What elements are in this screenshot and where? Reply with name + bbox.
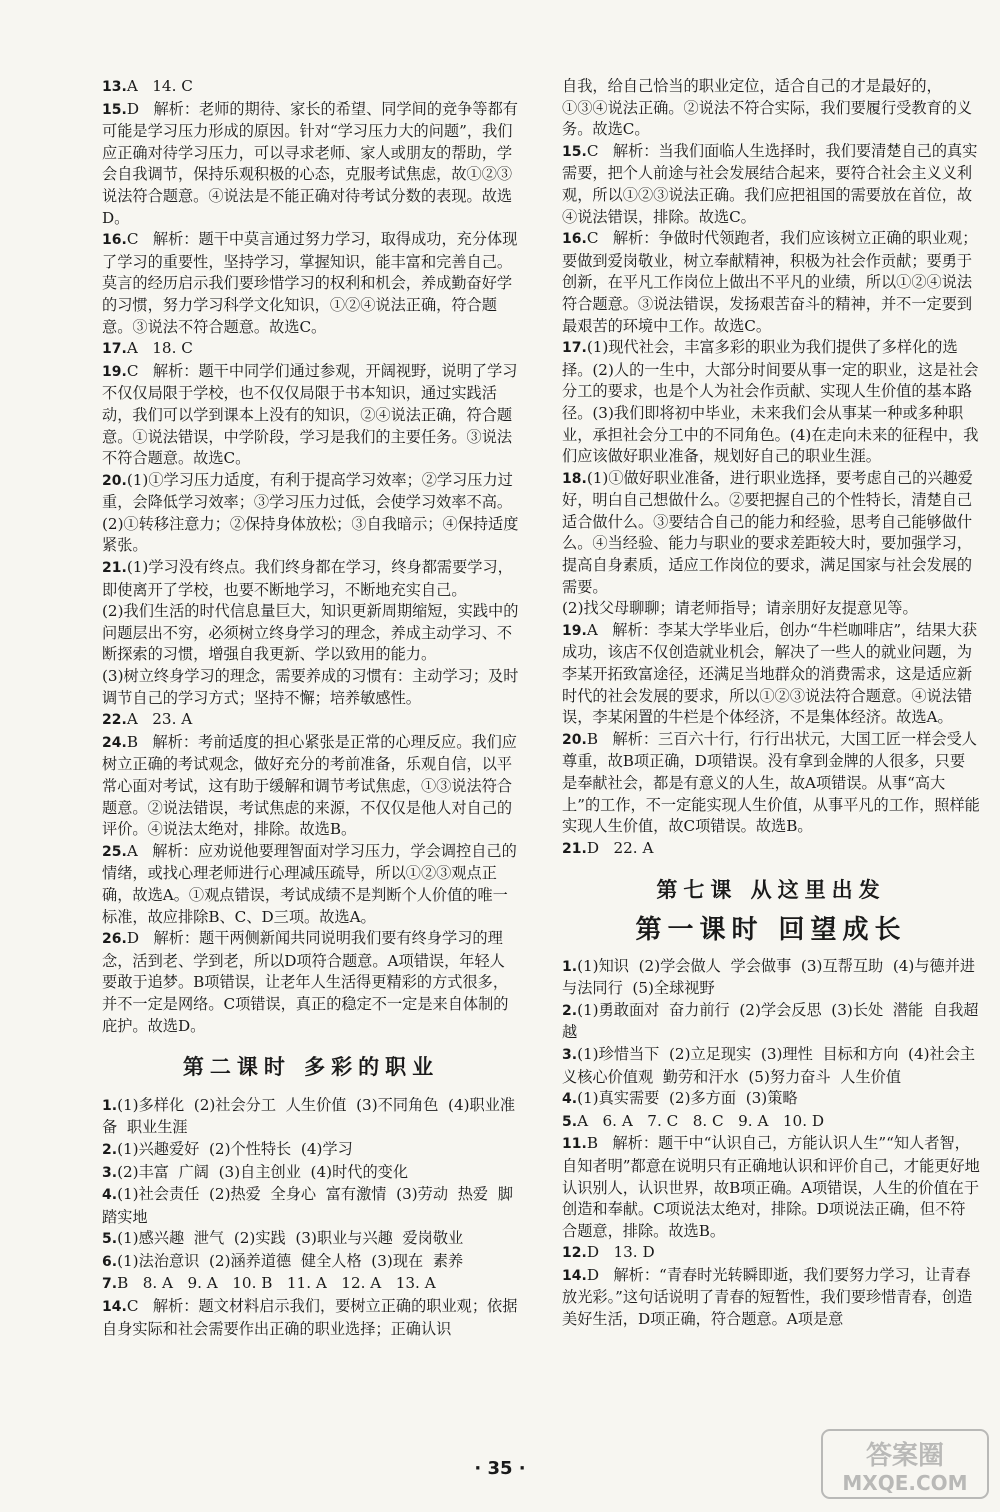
answer-text: (1)学习没有终点。我们终身都在学习，终身都需要学习，即使离开了学校，也要不断地学习，不断地充实自己。 bbox=[102, 558, 513, 599]
question-number: 16. bbox=[102, 232, 127, 249]
answer-text: D 13. D bbox=[586, 1243, 655, 1262]
answer-text: C 解析：当我们面临人生选择时，我们要清楚自己的真实需要，把个人前途与社会发展结合起来，要符合社会主义义利观，所以①②③说法正确。我们应把祖国的需要放在首位，故④说法错误，排除。故选C。 bbox=[562, 141, 978, 226]
answer-item bbox=[102, 1296, 520, 1340]
question-number: 21. bbox=[562, 840, 587, 857]
question-number: 11. bbox=[562, 1136, 587, 1153]
question-number: 16. bbox=[562, 231, 587, 248]
left-column bbox=[102, 76, 520, 1340]
answer-continuation: (2)我们生活的时代信息量巨大，知识更新周期缩短，实践中的问题层出不穷，必须树立终身学习的理念，养成主动学习、不断探索的习惯，增强自我更新、学以致用的能力。 bbox=[102, 602, 519, 664]
answer-item bbox=[102, 229, 520, 338]
right-column bbox=[562, 76, 985, 1331]
question-number: 20. bbox=[102, 472, 127, 489]
answer-item bbox=[102, 709, 520, 732]
answer-item bbox=[102, 470, 520, 514]
answer-text: A 18. C bbox=[126, 339, 193, 358]
question-number: 5. bbox=[562, 1113, 578, 1130]
question-number: 13. bbox=[102, 79, 127, 95]
answer-text: (2)丰富 广阔 (3)自主创业 (4)时代的变化 bbox=[117, 1162, 409, 1181]
answer-item bbox=[562, 141, 980, 228]
answer-text: C 解析：题干中莫言通过努力学习，取得成功，充分体现了学习的重要性，坚持学习，掌握知识，能丰富和完善自己。莫言的经历启示我们要珍惜学习的权利和机会，养成勤奋好学的习惯，努力学习科学文化知识，①②④说法正确，符合题意。③说法不符合题意。故选C。 bbox=[102, 230, 518, 336]
answer-text: (1)①学习压力适度，有利于提高学习效率；②学习压力过重，会降低学习效率；③学习压力过低，会使学习效率不高。 bbox=[102, 470, 513, 512]
question-number: 21. bbox=[102, 560, 127, 577]
answer-item bbox=[562, 1111, 980, 1134]
answer-text: (1)珍惜当下 (2)立足现实 (3)理性 目标和方向 (4)社会主义核心价值观 勤劳和汗水 (5)努力奋斗 人生价值 bbox=[562, 1044, 976, 1086]
answer-text: A 6. A 7. C 8. C 9. A 10. D bbox=[577, 1111, 825, 1130]
question-number: 6. bbox=[102, 1253, 118, 1270]
answer-item bbox=[102, 1162, 520, 1185]
answer-item bbox=[102, 99, 520, 230]
answer-continuation: (3)树立终身学习的理念，需要养成的习惯有：主动学习；及时调节自己的学习方式；坚持不懈；培养敏感性。 bbox=[102, 667, 519, 707]
answer-text: D 解析：老师的期待、家长的希望、同学间的竞争等都有可能是学习压力形成的原因。针对“学习压力大的问题”，我们应正确对待学习压力，可以寻求老师、家人或朋友的帮助，学会自我调节，保持乐观积极的心态，克服考试焦虑，故①②③说法符合题意。④说法是不能正确对待考试分数的表现。故选D。 bbox=[102, 99, 518, 227]
question-number: 3. bbox=[562, 1046, 578, 1063]
answer-item bbox=[102, 338, 520, 361]
answer-item bbox=[102, 928, 520, 1037]
question-number: 12. bbox=[562, 1245, 587, 1262]
answer-item bbox=[562, 729, 980, 838]
question-number: 14. bbox=[102, 1299, 127, 1316]
lesson-heading: 第七课 从这里出发 bbox=[656, 878, 886, 903]
answer-text: B 解析：考前适度的担心紧张是正常的心理反应。我们应树立正确的考试观念，做好充分的考前准备，乐观自信，以平常心面对考试，这有助于缓解和调节考试焦虑，①③说法符合题意。②说法错误，考试焦虑的来源，不仅仅是他人对自己的评价。④说法太绝对，排除。故选B。 bbox=[102, 732, 517, 839]
answer-continuation: (2)找父母聊聊；请老师指导；请亲朋好友提意见等。 bbox=[562, 599, 918, 618]
answer-item bbox=[562, 468, 980, 599]
answer-text: (1)①做好职业准备，进行职业选择，要考虑自己的兴趣爱好，明白自己想做什么。②要把握自己的个性特长，清楚自己适合做什么。③要结合自己的能力和经验，思考自己能够做什么。④当经验、能力与职业的要求差距较大时，要加强学习，提高自身素质，适应工作岗位的要求，满足国家与社会发展的需要。 bbox=[562, 468, 973, 596]
answer-item bbox=[562, 1044, 980, 1088]
section-heading: 第一课时 回望成长 bbox=[635, 914, 907, 945]
answer-text: C 解析：题干中同学们通过参观，开阔视野，说明了学习不仅仅局限于学校，也不仅仅局限于书本知识，通过实践活动，我们可以学到课本上没有的知识，②④说法正确，符合题意。①说法错误，中学阶段，学习是我们的主要任务。③说法不符合题意。故选C。 bbox=[102, 361, 518, 468]
question-number: 18. bbox=[562, 470, 587, 487]
answer-continuation: (2)①转移注意力；②保持身体放松；③自我暗示；④保持适度紧张。 bbox=[102, 514, 519, 555]
question-number: 2. bbox=[102, 1141, 118, 1158]
answer-text: (1)勇敢面对 奋力前行 (2)学会反思 (3)长处 潜能 自我超越 bbox=[562, 1000, 979, 1042]
answer-text: (1)现代社会，丰富多彩的职业为我们提供了多样化的选择。(2)人的一生中，大部分时间要从事一定的职业，这是社会分工的要求，也是个人为社会作贡献、实现人生价值的基本路径。(3)我们即将初中毕业，未来我们会从事某一种或多种职业，承担社会分工中的不同角色。(4)在走向未来的征程中，我们应该做好职业准备，规划好自己的职业生涯。 bbox=[562, 338, 979, 466]
answer-text: (1)社会责任 (2)热爱 全身心 富有激情 (3)劳动 热爱 脚踏实地 bbox=[102, 1185, 513, 1226]
question-number: 24. bbox=[102, 734, 127, 751]
answer-text: D 解析：题干两侧新闻共同说明我们要有终身学习的理念，活到老、学到老，所以D项符合题意。A项错误，年轻人要敢于追梦。B项错误，让老年人生活得更精彩的方式很多，并不一定是网络。C项错误，真正的稳定不一定是来自体制的庇护。故选D。 bbox=[102, 929, 509, 1035]
answer-item bbox=[562, 1265, 980, 1331]
question-number: 4. bbox=[562, 1091, 578, 1108]
answer-item bbox=[102, 1139, 520, 1162]
page-number: · 35 · bbox=[474, 1458, 526, 1479]
answer-text: B 解析：三百六十行，行行出状元，大国工匠一样会受人尊重，故B项正确，D项错误。没有拿到金牌的人很多，只要是奉献社会，都是有意义的人生，故A项错误。从事“高大上”的工作，不一定能实现人生价值，从事平凡的工作，照样能实现人生价值，故C项错误。故选B。 bbox=[562, 729, 980, 836]
answer-item bbox=[562, 956, 985, 1000]
answer-item bbox=[562, 838, 980, 861]
answer-item bbox=[562, 620, 980, 729]
question-number: 5. bbox=[102, 1231, 118, 1248]
answer-text: (1)感兴趣 泄气 (2)实践 (3)职业与兴趣 爱岗敬业 bbox=[117, 1229, 464, 1248]
question-number: 3. bbox=[102, 1164, 118, 1181]
question-number: 1. bbox=[562, 958, 578, 975]
question-number: 15. bbox=[102, 101, 127, 118]
question-number: 17. bbox=[102, 341, 127, 358]
question-number: 17. bbox=[562, 340, 587, 357]
answer-text: (1)兴趣爱好 (2)个性特长 (4)学习 bbox=[117, 1139, 353, 1158]
question-number: 7. bbox=[102, 1276, 118, 1293]
answer-item bbox=[562, 1133, 980, 1242]
answer-item bbox=[562, 228, 980, 337]
answer-text: (1)知识 (2)学会做人 学会做事 (3)互帮互助 (4)与德并进 与法同行 (5)全球视野 bbox=[562, 956, 985, 998]
answer-text: A 解析：李某大学毕业后，创办“牛栏咖啡店”，结果大获成功，该店不仅创造就业机会，解决了一些人的就业问题，为李某开拓致富途径，还满足当地群众的消费需求，这是适应新时代的社会发展的要求，所以①②③说法符合题意。④说法错误，李某闲置的牛栏是个体经济，不是集体经济。故选A。 bbox=[562, 620, 978, 727]
answer-text: D 解析：“青春时光转瞬即逝，我们要努力学习，让青春放光彩。”这句话说明了青春的短暂性，我们要珍惜青春，创造美好生活，D项正确，符合题意。A项是意 bbox=[562, 1265, 973, 1329]
question-number: 20. bbox=[562, 731, 587, 748]
question-number: 15. bbox=[562, 143, 587, 160]
question-number: 1. bbox=[102, 1097, 118, 1114]
question-number: 22. bbox=[102, 712, 127, 729]
answer-text: (1)法治意识 (2)涵养道德 健全人格 (3)现在 素养 bbox=[117, 1251, 464, 1270]
answer-text: A 14. C bbox=[126, 77, 193, 95]
answer-item bbox=[102, 841, 520, 928]
answer-text: (1)真实需要 (2)多方面 (3)策略 bbox=[577, 1089, 798, 1108]
answer-continuation: 自我，给自己恰当的职业定位，适合自己的才是最好的，①③④说法正确。②说法不符合实际，我们要履行受教育的义务。故选C。 bbox=[562, 77, 973, 139]
answer-item bbox=[102, 1273, 520, 1296]
answer-item bbox=[102, 557, 520, 601]
lesson-heading: 第二课时 多彩的职业 bbox=[182, 1055, 440, 1080]
answer-item bbox=[562, 337, 980, 468]
answer-item bbox=[562, 1242, 980, 1265]
answer-item bbox=[562, 1088, 980, 1111]
question-number: 4. bbox=[102, 1187, 118, 1204]
answer-text: A 23. A bbox=[126, 710, 193, 729]
question-number: 2. bbox=[562, 1002, 578, 1019]
question-number: 14. bbox=[562, 1267, 587, 1284]
answer-item bbox=[102, 361, 520, 470]
answer-item bbox=[562, 1000, 980, 1044]
watermark-url: MXQE.COM bbox=[842, 1471, 968, 1495]
answer-item bbox=[102, 1251, 520, 1274]
question-number: 25. bbox=[102, 843, 127, 860]
answer-text: B 8. A 9. A 10. B 11. A 12. A 13. A bbox=[117, 1274, 436, 1293]
answer-item bbox=[102, 732, 520, 841]
question-number: 19. bbox=[562, 622, 587, 639]
answer-text: (1)多样化 (2)社会分工 人生价值 (3)不同角色 (4)职业准备 职业生涯 bbox=[102, 1095, 516, 1137]
answer-text: A 解析：应劝说他要理智面对学习压力，学会调控自己的情绪，或找心理老师进行心理减压疏导，所以①②③观点正确，故选A。①观点错误，考试成绩不是判断个人价值的唯一标准，故应排除B、C、D三项。故选A。 bbox=[102, 841, 517, 926]
answer-text: B 解析：题干中“认识自己，方能认识人生”“知人者智，自知者明”都意在说明只有正确地认识和评价自己，才能更好地认识别人，认识世界，故B项正确。A项错误，人生的价值在于创造和奉献。C项说法太绝对，排除。D项说法正确，但不符合题意，排除。故选B。 bbox=[562, 1134, 980, 1240]
answer-item bbox=[102, 1095, 520, 1139]
answer-text: C 解析：题文材料启示我们，要树立正确的职业观；依据自身实际和社会需要作出正确的职业选择；正确认识 bbox=[102, 1297, 518, 1338]
watermark-logo bbox=[820, 1428, 990, 1500]
question-number: 26. bbox=[102, 931, 127, 948]
answer-text: C 解析：争做时代领跑者，我们应该树立正确的职业观；要做到爱岗敬业，树立奉献精神，积极为社会作贡献；要勇于创新，在平凡工作岗位上做出不平凡的业绩，所以①②④说法符合题意。③说法错误，发扬艰苦奋斗的精神，并不一定要到最艰苦的环境中工作。故选C。 bbox=[562, 229, 978, 335]
answer-item bbox=[102, 1228, 520, 1251]
answer-item bbox=[102, 1184, 520, 1228]
question-number: 19. bbox=[102, 363, 127, 380]
watermark-text: 答案圈 bbox=[865, 1441, 945, 1471]
answer-item bbox=[102, 76, 520, 99]
answer-text: D 22. A bbox=[586, 838, 654, 857]
